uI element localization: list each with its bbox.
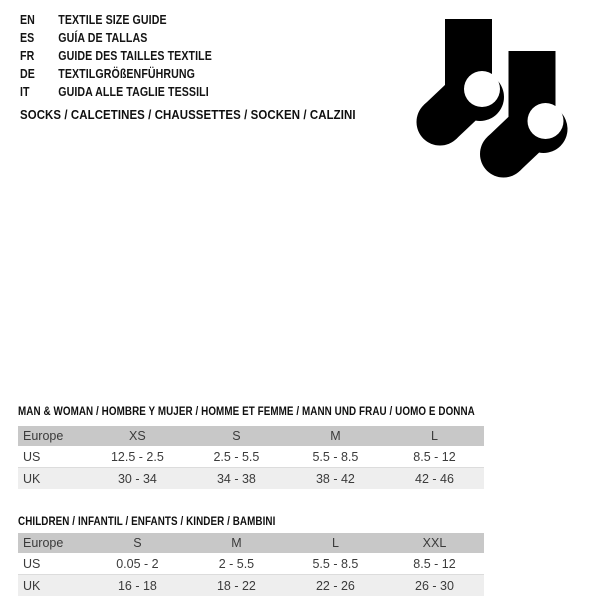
row-label: US <box>18 553 88 575</box>
size-cell: 38 - 42 <box>286 468 385 490</box>
size-cell: 5.5 - 8.5 <box>286 446 385 468</box>
row-label: UK <box>18 468 88 490</box>
language-label: GUIDE DES TAILLES TEXTILE <box>58 49 212 63</box>
category-title: SOCKS / CALCETINES / CHAUSSETTES / SOCKEN / CALZINI <box>20 107 356 122</box>
table-row-uk <box>18 468 484 490</box>
size-cell: 22 - 26 <box>286 575 385 597</box>
column-header-size: XS <box>88 426 187 446</box>
table-row-us <box>18 553 484 575</box>
column-header-size: S <box>88 533 187 553</box>
size-table-children <box>18 533 484 596</box>
table-title-adult: MAN & WOMAN / HOMBRE Y MUJER / HOMME ET FEMME / MANN UND FRAU / UOMO E DONNA <box>18 404 475 418</box>
size-cell: 8.5 - 12 <box>385 553 484 575</box>
row-label: US <box>18 446 88 468</box>
language-row-it <box>20 83 212 101</box>
sock-left-icon <box>417 19 505 146</box>
size-cell: 42 - 46 <box>385 468 484 490</box>
language-label: TEXTILGRÖßENFÜHRUNG <box>58 67 196 81</box>
size-cell: 34 - 38 <box>187 468 286 490</box>
column-header-size: M <box>187 533 286 553</box>
language-list <box>20 11 246 101</box>
language-code: DE <box>20 67 35 81</box>
table-row-uk <box>18 575 484 597</box>
table-header-row <box>18 426 484 446</box>
language-code: IT <box>20 85 30 99</box>
size-cell: 2 - 5.5 <box>187 553 286 575</box>
table-header-row <box>18 533 484 553</box>
language-row-en <box>20 11 212 29</box>
language-label: TEXTILE SIZE GUIDE <box>58 13 167 27</box>
language-row-fr <box>20 47 212 65</box>
size-section-children <box>18 513 484 596</box>
size-cell: 16 - 18 <box>88 575 187 597</box>
language-code: EN <box>20 13 35 27</box>
size-cell: 2.5 - 5.5 <box>187 446 286 468</box>
language-label: GUIDA ALLE TAGLIE TESSILI <box>58 85 209 99</box>
table-row-us <box>18 446 484 468</box>
column-header-size: XXL <box>385 533 484 553</box>
size-cell: 12.5 - 2.5 <box>88 446 187 468</box>
size-table-adult <box>18 426 484 489</box>
column-header-region: Europe <box>18 533 88 553</box>
size-cell: 8.5 - 12 <box>385 446 484 468</box>
language-code: FR <box>20 49 35 63</box>
size-cell: 26 - 30 <box>385 575 484 597</box>
column-header-size: L <box>286 533 385 553</box>
language-code: ES <box>20 31 35 45</box>
language-row-de <box>20 65 212 83</box>
size-cell: 18 - 22 <box>187 575 286 597</box>
size-cell: 0.05 - 2 <box>88 553 187 575</box>
column-header-size: L <box>385 426 484 446</box>
socks-icon <box>390 0 600 200</box>
language-row-es <box>20 29 212 47</box>
size-cell: 5.5 - 8.5 <box>286 553 385 575</box>
size-cell: 30 - 34 <box>88 468 187 490</box>
size-section-adult <box>18 403 484 489</box>
column-header-size: S <box>187 426 286 446</box>
row-label: UK <box>18 575 88 597</box>
table-title-children: CHILDREN / INFANTIL / ENFANTS / KINDER / BAMBINI <box>18 514 276 528</box>
column-header-region: Europe <box>18 426 88 446</box>
column-header-size: M <box>286 426 385 446</box>
language-label: GUÍA DE TALLAS <box>58 31 148 45</box>
